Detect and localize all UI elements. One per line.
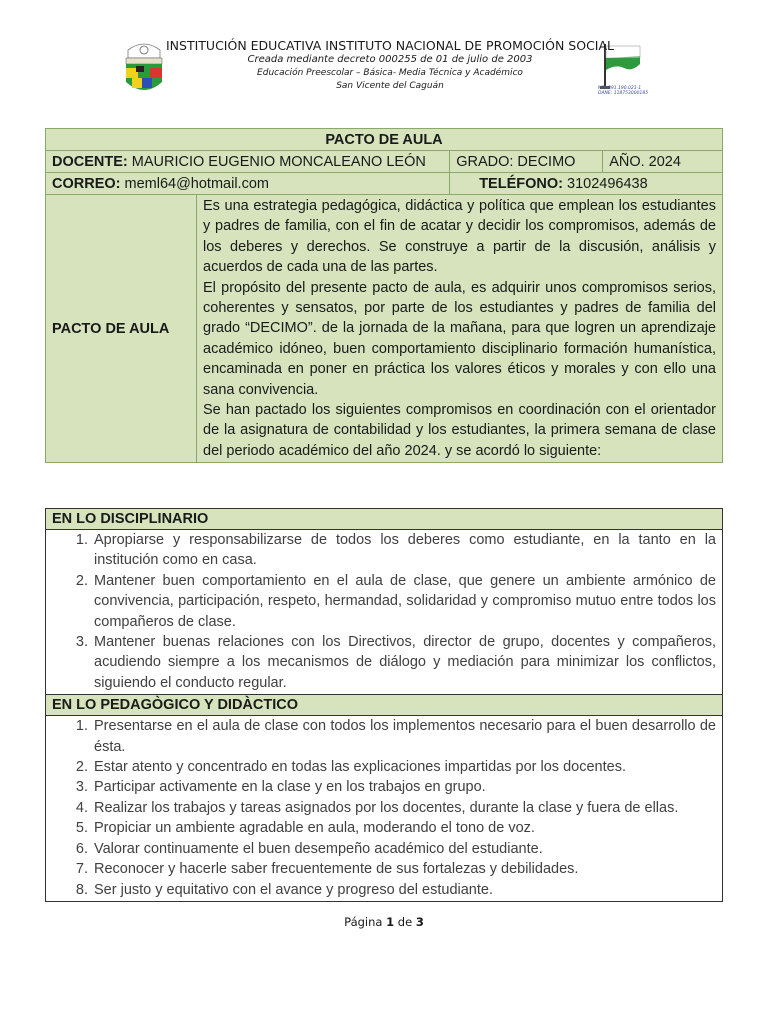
- list-item: 2. Mantener buen comportamiento en el aula de clase, que genere un ambiente armónico de convivencia, participación, respeto, hermandad, solidaridad y compromiso mutuo entre todos los compañeros de clase.: [92, 571, 716, 632]
- pedagogical-list: [52, 716, 716, 900]
- list-item: 3. Mantener buenas relaciones con los Directivos, director de grupo, docentes y compañeros, acudiendo siempre a los mecanismos de diálogo y mediación para minimizar los conflictos, siguiendo el conducto regular.: [92, 632, 716, 693]
- section-heading-disciplinary: EN LO DISCIPLINARIO: [46, 509, 723, 530]
- pact-row-label: PACTO DE AULA: [46, 195, 197, 463]
- pact-title-row: [46, 129, 723, 151]
- decree-line: Creada mediante decreto 000255 de 01 de julio de 2003: [247, 54, 533, 65]
- section-list-row: [46, 716, 723, 902]
- year-cell: AÑO. 2024: [603, 151, 723, 173]
- disciplinary-list-cell: [46, 530, 723, 695]
- nit-text: NIT: 891.190.021-1: [598, 86, 642, 91]
- pact-description: [197, 195, 723, 463]
- list-item: 7. Reconocer y hacerle saber frecuentemente de sus fortalezas y debilidades.: [92, 859, 716, 879]
- list-item: 6. Valorar continuamente el buen desempeño académico del estudiante.: [92, 839, 716, 859]
- footer-page-number: 1: [386, 915, 395, 929]
- footer-middle: de: [394, 915, 416, 929]
- list-item: 1. Apropiarse y responsabilizarse de todos los deberes como estudiante, en la tanto en la institución como en casa.: [92, 530, 716, 571]
- section-heading-row: [46, 695, 723, 716]
- section-list-row: [46, 530, 723, 695]
- page-footer: [0, 915, 768, 929]
- footer-page-total: 3: [415, 915, 424, 929]
- list-item: 2. Estar atento y concentrado en todas las explicaciones impartidas por los docentes.: [92, 757, 716, 777]
- city-line: San Vicente del Caguán: [336, 81, 444, 91]
- email-label: CORREO:: [52, 175, 121, 192]
- grade-cell: GRADO: DECIMO: [450, 151, 603, 173]
- footer-prefix: Página: [344, 915, 387, 929]
- list-item: 1. Presentarse en el aula de clase con todos los implementos necesario para el buen desarrollo de ésta.: [92, 716, 716, 757]
- phone-cell: [450, 173, 723, 195]
- teacher-value: MAURICIO EUGENIO MONCALEANO LEÓN: [127, 153, 426, 170]
- phone-label: TELÉFONO:: [479, 175, 563, 192]
- pact-description-row: [46, 195, 723, 463]
- dane-text: DANE: 118753000185: [598, 91, 649, 96]
- list-item: 5. Propiciar un ambiente agradable en aula, moderando el tono de voz.: [92, 818, 716, 838]
- email-value: meml64@hotmail.com: [120, 175, 269, 192]
- pact-paragraph-3: Se han pactado los siguientes compromisos en coordinación con el orientador de la asignatura de contabilidad y los estudiantes, la primera semana de clase del periodo académico del año 2024. y se acordó lo siguiente:: [203, 402, 716, 459]
- pact-title: PACTO DE AULA: [46, 129, 723, 151]
- document-header: [0, 38, 768, 91]
- section-heading-row: [46, 509, 723, 530]
- email-cell: [46, 173, 450, 195]
- commitments-table: [45, 508, 723, 902]
- contact-row: [46, 173, 723, 195]
- institution-name: INSTITUCIÓN EDUCATIVA INSTITUTO NACIONAL DE PROMOCIÓN SOCIAL: [166, 38, 614, 53]
- teacher-label: DOCENTE:: [52, 153, 128, 170]
- pact-paragraph-1: Es una estrategia pedagógica, didáctica y política que emplean los estudiantes y padres de familia, con el fin de acatar y decidir los compromisos, además de los deberes y derechos. Se construye a partir de la discusión, análisis y acuerdos de cada una de las partes.: [203, 198, 716, 276]
- phone-value: 3102496438: [562, 175, 648, 192]
- pact-paragraph-2: El propósito del presente pacto de aula, es adquirir unos compromisos serios, coherentes y sensatos, por parte de los estudiantes y padres de familia del grado “DECIMO”. de la jornada de la mañana, para que logren un aprendizaje académico idóneo, buen comportamiento disciplinario formación humanística, encaminada en poner en práctica los valores éticos y morales y con ello una sana convivencia.: [203, 279, 716, 398]
- list-item: 3. Participar activamente en la clase y en los trabajos en grupo.: [92, 777, 716, 797]
- list-item: 4. Realizar los trabajos y tareas asignados por los docentes, durante la clase y fuera de ellas.: [92, 798, 716, 818]
- disciplinary-list: [52, 530, 716, 693]
- teacher-row: [46, 151, 723, 173]
- pedagogical-list-cell: [46, 716, 723, 902]
- levels-line: Educación Preescolar – Básica- Media Técnica y Académico: [257, 68, 523, 78]
- list-item: 8. Ser justo y equitativo con el avance y progreso del estudiante.: [92, 880, 716, 900]
- teacher-cell: [46, 151, 450, 173]
- pact-info-table: [45, 128, 723, 463]
- section-heading-pedagogical: EN LO PEDAGÒGICO Y DIDÀCTICO: [46, 695, 723, 716]
